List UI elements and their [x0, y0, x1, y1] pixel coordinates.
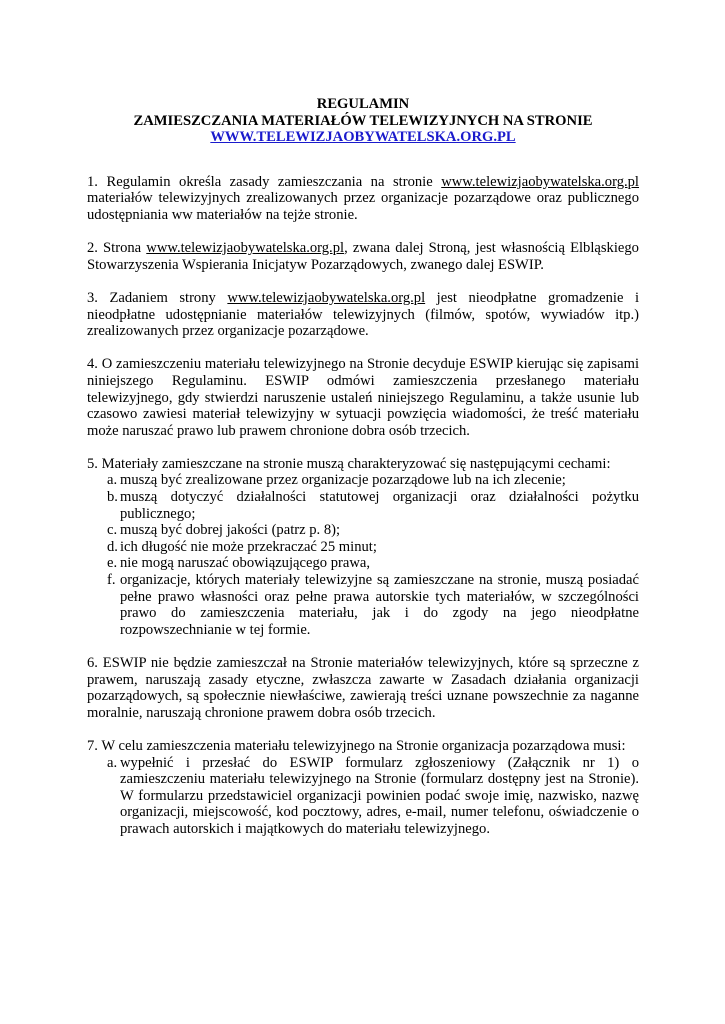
- paragraph-1-link[interactable]: www.telewizjaobywatelska.org.pl: [441, 173, 639, 190]
- list-item: [87, 472, 639, 489]
- list-item: [87, 755, 639, 838]
- paragraph-1-rest: materiałów telewizyjnych zrealizowanych przez organizacje pozarządowe oraz publicznego udostępniania ww materiałów na tejże stronie.: [87, 190, 639, 223]
- document-title: [87, 96, 639, 146]
- list-marker: a.: [107, 754, 118, 771]
- paragraph-1: [87, 174, 639, 224]
- list-marker: e.: [107, 555, 118, 572]
- list-item: [87, 489, 639, 522]
- title-line-2: ZAMIESZCZANIA MATERIAŁÓW TELEWIZYJNYCH NA STRONIE: [133, 112, 593, 129]
- paragraph-5: [87, 456, 639, 639]
- list-item-text: wypełnić i przesłać do ESWIP formularz zgłoszeniowy (Załącznik nr 1) o zamieszczeniu materiału telewizyjnego na Stronie (formularz dostępny jest na Stronie). W formularzu przedstawiciel organizacji powinien podać swoje imię, nazwisko, nazwę organizacji, miejscowość, kod pocztowy, adres, e-mail, numer telefonu, oświadczenie o prawach autorskich i majątkowych do materiału telewizyjnego.: [120, 754, 639, 837]
- list-marker: c.: [107, 522, 118, 539]
- list-marker: a.: [107, 472, 118, 489]
- paragraph-4: 4. O zamieszczeniu materiału telewizyjnego na Stronie decyduje ESWIP kierując się zapisami niniejszego Regulaminu. ESWIP odmówi zamieszczenia przesłanego materiału telewizyjnego, gdy stwierdzi naruszenie ustaleń niniejszego Regulaminu, a także usunie lub czasowo zawiesi materiał telewizyjny w sytuacji powzięcia wiadomości, że treść materiału może naruszać prawo lub prawem chronione dobra osób trzecich.: [87, 356, 639, 439]
- paragraph-2-rest: , zwana dalej Stroną, jest własnością Elbląskiego Stowarzyszenia Wspierania Inicjatyw Pozarządowych, zwanego dalej ESWIP.: [87, 240, 639, 273]
- paragraph-6: 6. ESWIP nie będzie zamieszczał na Stronie materiałów telewizyjnych, które są sprzeczne z prawem, naruszają zasady etyczne, zwłaszcza zawarte w Zasadach działania organizacji pozarządowych, są społecznie niewłaściwe, zawierają treści uznane powszechnie za naganne moralnie, naruszają chronione prawem dobra osób trzecich.: [87, 655, 639, 721]
- paragraph-2-lead: 2. Strona: [87, 240, 147, 257]
- list-item: [87, 572, 639, 638]
- title-line-1: REGULAMIN: [316, 96, 410, 112]
- list-item: [87, 522, 639, 539]
- list-item: [87, 539, 639, 556]
- paragraph-1-lead: 1. Regulamin określa zasady zamieszczania na stronie: [87, 173, 442, 190]
- paragraph-2-link[interactable]: www.telewizjaobywatelska.org.pl: [146, 240, 345, 257]
- paragraph-7-intro: 7. W celu zamieszczenia materiału telewizyjnego na Stronie organizacja pozarządowa musi:: [87, 737, 626, 754]
- paragraph-3: [87, 290, 639, 340]
- paragraph-7-list: [87, 755, 639, 838]
- list-marker: d.: [107, 538, 118, 555]
- paragraph-3-rest: jest nieodpłatne gromadzenie i nieodpłatne udostępnianie materiałów telewizyjnych (filmów, spotów, wywiadów itp.) zrealizowanych przez organizacje pozarządowe.: [87, 289, 639, 340]
- paragraph-7: [87, 738, 639, 838]
- list-item-text: muszą dotyczyć działalności statutowej organizacji oraz działalności pożytku publicznego;: [120, 489, 639, 522]
- document-page: [87, 96, 639, 838]
- list-item-text: ich długość nie może przekraczać 25 minut;: [120, 538, 377, 555]
- paragraph-3-link[interactable]: www.telewizjaobywatelska.org.pl: [227, 289, 426, 306]
- list-marker: f.: [107, 572, 116, 589]
- list-marker: b.: [107, 489, 118, 506]
- list-item-text: nie mogą naruszać obowiązującego prawa,: [120, 555, 371, 572]
- paragraph-5-list: [87, 472, 639, 638]
- paragraph-5-intro: 5. Materiały zamieszczane na stronie muszą charakteryzować się następującymi cechami:: [87, 455, 611, 472]
- list-item-text: muszą być dobrej jakości (patrz p. 8);: [120, 522, 341, 539]
- list-item: [87, 555, 639, 572]
- title-url-link[interactable]: WWW.TELEWIZJAOBYWATELSKA.ORG.PL: [210, 129, 516, 146]
- paragraph-3-lead: 3. Zadaniem strony: [87, 289, 228, 306]
- list-item-text: organizacje, których materiały telewizyjne są zamieszczane na stronie, muszą posiadać pełne prawo własności oraz pełne prawa autorskie tych materiałów, w szczególności prawo do zamieszczenia materiału, jak i do zgody na jego nieodpłatne rozpowszechnianie w tej formie.: [120, 572, 639, 638]
- list-item-text: muszą być zrealizowane przez organizacje pozarządowe lub na ich zlecenie;: [120, 472, 566, 489]
- paragraph-2: [87, 240, 639, 273]
